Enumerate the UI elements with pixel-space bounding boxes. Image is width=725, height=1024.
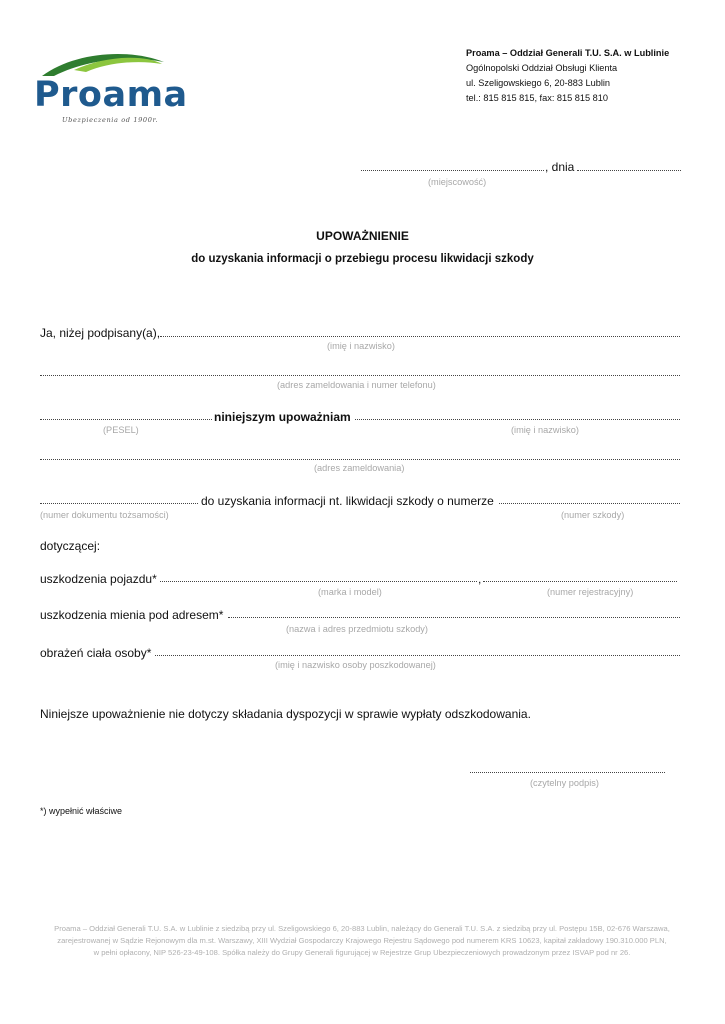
authorized-name-field[interactable] — [355, 419, 680, 420]
claim-number-field[interactable] — [499, 503, 680, 504]
injured-person-field[interactable] — [155, 655, 680, 656]
registration-number-hint: (numer rejestracyjny) — [547, 587, 634, 597]
footer-line: zarejestrowanej w Sądzie Rejonowym dla m.st. Warszawy, XIII Wydział Gospodarczy Krajowego Rejestru Sądowego pod numerem KRS 10623, kapitał zakładowy 190.310.000 PLN, — [57, 936, 667, 945]
property-address-field[interactable] — [228, 617, 680, 618]
date-field[interactable] — [577, 170, 681, 171]
proama-logo — [34, 48, 194, 126]
pesel-hint: (PESEL) — [103, 425, 139, 435]
place-field[interactable] — [361, 170, 544, 171]
line3-label: niniejszym upoważniam — [214, 410, 351, 424]
header-address: ul. Szeligowskiego 6, 20-883 Lublin — [466, 78, 611, 88]
footer-line: Proama – Oddział Generali T.U. S.A. w Lublinie z siedzibą przy ul. Szeligowskiego 6, 20-883 Lublin, należący do Generali T.U. S.A. z siedzibą przy ul. Postępu 15B, 02-676 Warszawa, — [54, 924, 670, 933]
disclaimer-note: Niniejsze upoważnienie nie dotyczy składania dyspozycji w sprawie wypłaty odszkodowania. — [40, 707, 531, 721]
vehicle-label: uszkodzenia pojazdu* — [40, 572, 157, 586]
header-company: Proama – Oddział Generali T.U. S.A. w Lublinie — [466, 48, 670, 58]
logo-tagline: Ubezpieczenia od 1900r. — [62, 116, 159, 124]
vehicle-model-hint: (marka i model) — [318, 587, 382, 597]
logo-wordmark: Proama — [34, 75, 188, 115]
line1-label: Ja, niżej podpisany(a), — [40, 326, 161, 340]
authorized-address-field[interactable] — [40, 459, 680, 460]
concerning-label: dotyczącej: — [40, 539, 101, 553]
header-contact: tel.: 815 815 815, fax: 815 815 810 — [466, 93, 609, 103]
page-subtitle: do uzyskania informacji o przebiegu procesu likwidacji szkody — [191, 253, 534, 265]
line5-label: do uzyskania informacji nt. likwidacji szkody o numerze — [201, 494, 494, 508]
full-name-field[interactable] — [160, 336, 680, 337]
page-title: UPOWAŻNIENIE — [316, 229, 409, 243]
signature-field[interactable] — [470, 772, 665, 773]
property-hint: (nazwa i adres przedmiotu szkody) — [286, 624, 428, 634]
address-phone-field[interactable] — [40, 375, 680, 376]
header-department: Ogólnopolski Oddział Obsługi Klienta — [466, 63, 618, 73]
injury-hint: (imię i nazwisko osoby poszkodowanej) — [275, 660, 436, 670]
footnote: *) wypełnić właściwe — [40, 806, 123, 816]
footer-line: w pełni opłacony, NIP 526-23-49-108. Spółka należy do Grupy Generali figurującej w Rejestrze Grup Ubezpieczeniowych prowadzonym przez ISVAP pod nr 26. — [93, 948, 631, 957]
id-document-hint: (numer dokumentu tożsamości) — [40, 510, 169, 520]
id-document-field[interactable] — [40, 503, 198, 504]
line2-hint: (adres zameldowania i numer telefonu) — [277, 380, 436, 390]
property-label: uszkodzenia mienia pod adresem* — [40, 608, 224, 622]
line4-hint: (adres zameldowania) — [314, 463, 405, 473]
authorized-name-hint: (imię i nazwisko) — [511, 425, 579, 435]
vehicle-comma: , — [478, 572, 482, 586]
legal-footer — [32, 923, 692, 959]
injury-label: obrażeń ciała osoby* — [40, 646, 152, 660]
pesel-field[interactable] — [40, 419, 212, 420]
date-label: , dnia — [545, 160, 575, 174]
registration-number-field[interactable] — [483, 581, 677, 582]
signature-hint: (czytelny podpis) — [530, 778, 599, 788]
vehicle-model-field[interactable] — [160, 581, 477, 582]
place-hint: (miejscowość) — [428, 177, 487, 187]
claim-number-hint: (numer szkody) — [561, 510, 625, 520]
header-address-block — [466, 46, 669, 106]
line1-hint: (imię i nazwisko) — [327, 341, 395, 351]
